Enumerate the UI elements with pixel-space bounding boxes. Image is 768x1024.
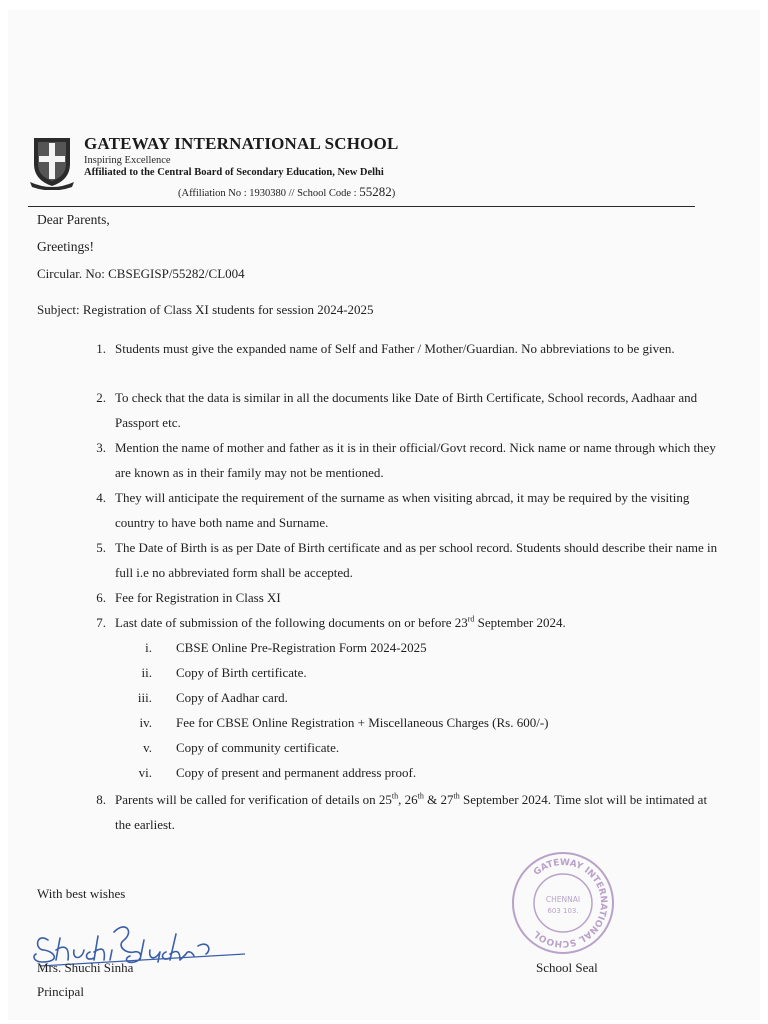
school-seal-stamp [510, 850, 616, 956]
school-crest-icon [28, 134, 76, 190]
document-item: v. Copy of community certificate. [143, 740, 340, 755]
school-code: 55282 [359, 184, 392, 199]
list-item: 5. The Date of Birth is as per Date of Birth certificate and as per school record. Students should describe their name in full i.e no abbreviated form shall be accepted. [96, 540, 718, 580]
document-item: ii. Copy of Birth certificate. [141, 665, 307, 680]
list-item: 3. Mention the name of mother and father as it is in their official/Govt record. Nick name or name through which they are known as in their family may not be mentioned. [96, 440, 716, 480]
affiliation-text: Affiliated to the Central Board of Secondary Education, New Delhi [84, 167, 384, 178]
list-item: 2. To check that the data is similar in all the documents like Date of Birth Certificate, School records, Aadhaar and Passport etc. [96, 390, 698, 430]
signatory-name: Mrs. Shuchi Sinha [37, 960, 134, 975]
svg-text:CHENNAI: CHENNAI [545, 895, 581, 904]
closing-text: With best wishes [37, 886, 126, 901]
salutation: Dear Parents, [37, 212, 110, 227]
school-seal-label: School Seal [536, 960, 598, 975]
document-item: iv. Fee for CBSE Online Registration + Miscellaneous Charges (Rs. 600/-) [139, 715, 549, 730]
list-item: 1. Students must give the expanded name of Self and Father / Mother/Guardian. No abbreviations to be given. [96, 341, 675, 356]
affiliation-codes: (Affiliation No : 1930380 // School Code : 55282) [178, 184, 396, 199]
school-name: GATEWAY INTERNATIONAL SCHOOL [84, 134, 399, 153]
document-item: i. CBSE Online Pre-Registration Form 2024-2025 [145, 640, 427, 655]
school-tagline: Inspiring Excellence [84, 155, 171, 166]
svg-text:GATEWAY INTERNATIONAL SCHOOL: GATEWAY INTERNATIONAL SCHOOL [532, 857, 609, 949]
greeting: Greetings! [37, 239, 94, 254]
svg-text:603 103.: 603 103. [547, 907, 579, 915]
list-item: 4. They will anticipate the requirement of the surname as when visiting abrcad, it may be required by the visiting country to have both name and Surname. [96, 490, 690, 530]
list-item: 6. Fee for Registration in Class XI [96, 590, 281, 605]
circular-number: Circular. No: CBSEGISP/55282/CL004 [37, 266, 245, 281]
list-item: 8. Parents will be called for verification of details on 25th, 26th & 27th September 2024. Time slot will be intimated at the earliest. [96, 791, 708, 832]
document-item: iii. Copy of Aadhar card. [137, 690, 288, 705]
subject-line: Subject: Registration of Class XI students for session 2024-2025 [37, 302, 374, 317]
document-item: vi. Copy of present and permanent address proof. [138, 765, 417, 780]
list-item: 7. Last date of submission of the following documents on or before 23rd September 2024. [96, 614, 566, 630]
signatory-designation: Principal [37, 984, 84, 999]
header-divider [28, 206, 695, 207]
